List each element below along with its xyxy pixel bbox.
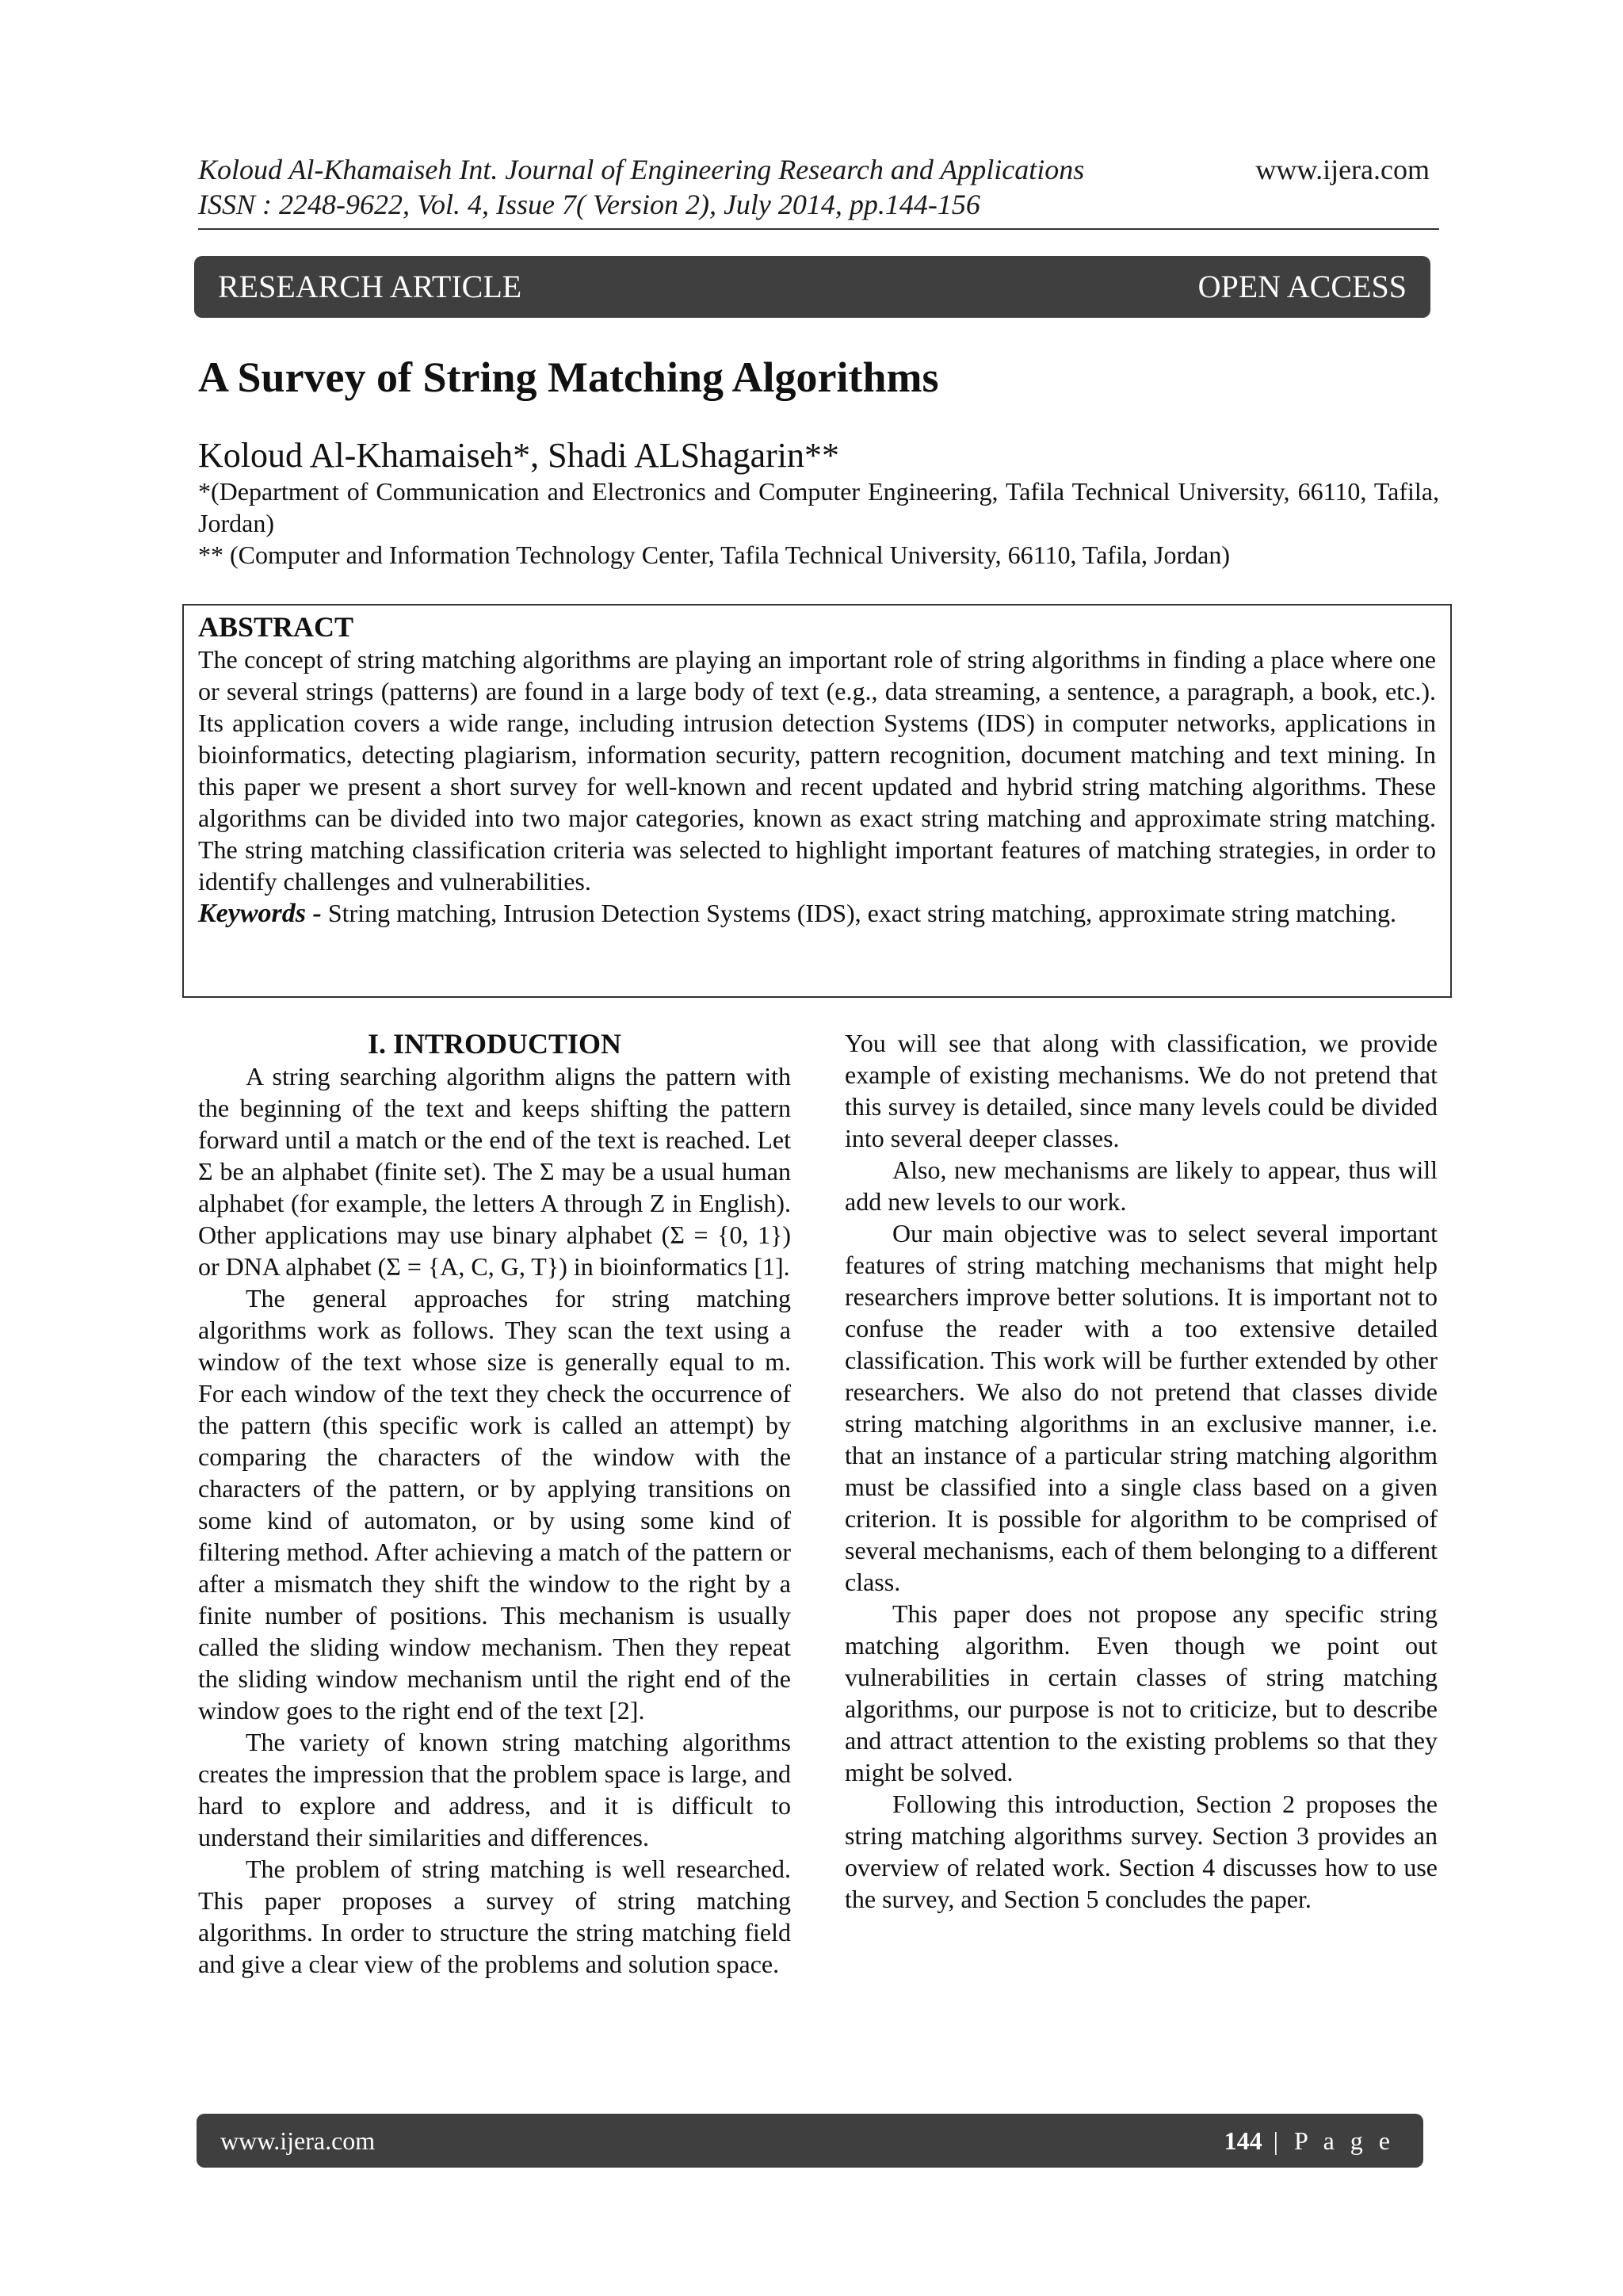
article-type-banner	[194, 256, 1430, 318]
intro-paragraph: The general approaches for string matching algorithms work as follows. They scan the text using a window of the text whose size is generally equal to m. For each window of the text they check the occurrence of the pattern (this specific work is called an attempt) by comparing the characters of the window with the characters of the pattern, or by applying transitions on some kind of automaton, or by using some kind of filtering method. After achieving a match of the pattern or after a mismatch they shift the window to the right by a finite number of positions. This mechanism is usually called the sliding window mechanism. Then they repeat the sliding window mechanism until the right end of the window goes to the right end of the text [2].	[198, 1284, 791, 1725]
page-footer	[197, 2114, 1423, 2168]
journal-citation: Koloud Al-Khamaiseh Int. Journal of Engineering Research and Applications	[198, 154, 1085, 185]
intro-paragraph: Following this introduction, Section 2 proposes the string matching algorithms survey. Section 3 provides an overview of related work. Section 4 discusses how to use the survey, and Section 5 concludes the paper.	[845, 1790, 1438, 1913]
keywords	[198, 897, 1436, 930]
paper-title: A Survey of String Matching Algorithms	[198, 353, 939, 401]
journal-website[interactable]: www.ijera.com	[1255, 154, 1430, 185]
intro-paragraph: This paper does not propose any specific string matching algorithm. Even though we point out vulnerabilities in certain classes of string matching algorithms, our purpose is not to criticize, but to describe and attract attention to the existing problems so that they might be solved.	[845, 1599, 1438, 1786]
affiliation-1: *(Department of Communication and Electronics and Computer Engineering, Tafila Technical University, 66110, Tafila, Jordan)	[198, 477, 1439, 537]
abstract-box	[182, 604, 1452, 998]
footer-website[interactable]: www.ijera.com	[220, 2126, 376, 2155]
journal-issn: ISSN : 2248-9622, Vol. 4, Issue 7( Version 2), July 2014, pp.144-156	[198, 189, 980, 220]
right-column	[845, 1027, 1438, 1915]
page-label: | P a g e	[1262, 2126, 1395, 2155]
introduction-heading: I. INTRODUCTION	[367, 1028, 622, 1060]
left-column	[198, 1027, 791, 1980]
page-number: 144	[1224, 2126, 1262, 2155]
author-list: Koloud Al-Khamaiseh*, Shadi ALShagarin**	[198, 436, 840, 475]
intro-paragraph: You will see that along with classification, we provide example of existing mechanisms. We do not pretend that this survey is detailed, since many levels could be divided into several deeper classes.	[845, 1029, 1438, 1152]
research-article-label: RESEARCH ARTICLE	[218, 269, 522, 304]
intro-paragraph: A string searching algorithm aligns the pattern with the beginning of the text and keeps shifting the pattern forward until a match or the end of the text is reached. Let Σ be an alphabet (finite set). The Σ may be a usual human alphabet (for example, the letters A through Z in English). Other applications may use binary alphabet (Σ = {0, 1}) or DNA alphabet (Σ = {A, C, G, T}) in bioinformatics [1].	[198, 1062, 791, 1281]
abstract-text: The concept of string matching algorithms are playing an important role of string algorithms in finding a place where one or several strings (patterns) are found in a large body of text (e.g., data streaming, a sentence, a paragraph, a book, etc.). Its application covers a wide range, including intrusion detection Systems (IDS) in computer networks, applications in bioinformatics, detecting plagiarism, information security, pattern recognition, document matching and text mining. In this paper we present a short survey for well-known and recent updated and hybrid string matching algorithms. These algorithms can be divided into two major categories, known as exact string matching and approximate string matching. The string matching classification criteria was selected to highlight important features of matching strategies, in order to identify challenges and vulnerabilities.	[198, 645, 1436, 896]
affiliation-2: ** (Computer and Information Technology Center, Tafila Technical University, 66110, Tafila, Jordan)	[198, 541, 1231, 569]
intro-paragraph: The variety of known string matching algorithms creates the impression that the problem space is large, and hard to explore and address, and it is difficult to understand their similarities and differences.	[198, 1728, 791, 1851]
header-divider	[198, 228, 1439, 230]
page-indicator	[1224, 2114, 1395, 2168]
intro-paragraph: Also, new mechanisms are likely to appear, thus will add new levels to our work.	[845, 1156, 1438, 1216]
abstract-heading: ABSTRACT	[198, 611, 354, 643]
keywords-label: Keywords -	[198, 899, 322, 928]
journal-header	[198, 152, 1439, 222]
affiliations	[198, 476, 1439, 571]
intro-paragraph: Our main objective was to select several important features of string matching mechanisms that might help researchers improve better solutions. It is important not to confuse the reader with a too extensive detailed classification. This work will be further extended by other researchers. We also do not pretend that classes divide string matching algorithms in an exclusive manner, i.e. that an instance of a particular string matching algorithm must be classified into a single class based on a given criterion. It is possible for algorithm to be comprised of several mechanisms, each of them belonging to a different class.	[845, 1219, 1438, 1596]
keywords-list: String matching, Intrusion Detection Systems (IDS), exact string matching, approximate string matching.	[321, 899, 1397, 927]
intro-paragraph: The problem of string matching is well researched. This paper proposes a survey of string matching algorithms. In order to structure the string matching field and give a clear view of the problems and solution space.	[198, 1855, 791, 1978]
open-access-label: OPEN ACCESS	[1197, 269, 1407, 304]
